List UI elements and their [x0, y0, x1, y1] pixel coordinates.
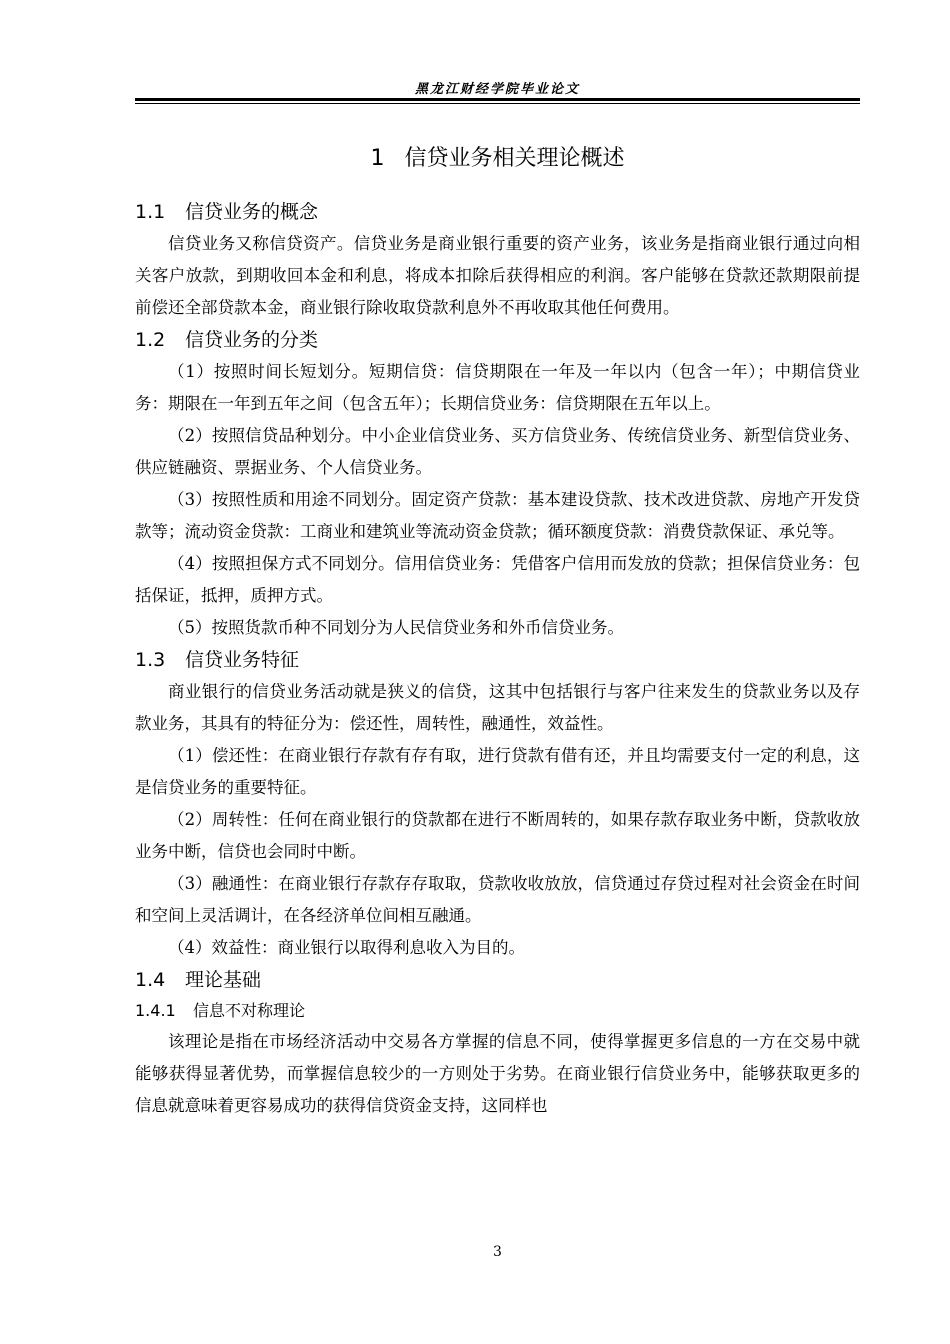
section-number: 1.4: [135, 969, 166, 991]
paragraph: 商业银行的信贷业务活动就是狭义的信贷，这其中包括银行与客户往来发生的贷款业务以及存款业务，其具有的特征分为：偿还性，周转性，融通性，效益性。: [135, 682, 860, 733]
paragraph: （1）按照时间长短划分。短期信贷：信贷期限在一年及一年以内（包含一年）；中期信贷业务：期限在一年到五年之间（包含五年）；长期信贷业务：信贷期限在五年以上。: [135, 362, 860, 413]
paragraph: （4）按照担保方式不同划分。信用信贷业务：凭借客户信用而发放的贷款；担保信贷业务：包括保证，抵押，质押方式。: [135, 554, 860, 605]
section-number: 1.3: [135, 649, 166, 671]
subsection-heading: [135, 996, 860, 1026]
paragraph: （5）按照货款币种不同划分为人民信贷业务和外币信贷业务。: [168, 618, 624, 637]
section-title: 信贷业务特征: [185, 649, 300, 671]
header-rule-thick: [135, 98, 860, 101]
page-body: [135, 196, 860, 1122]
paragraph: （1）偿还性：在商业银行存款有存有取，进行贷款有借有还，并且均需要支付一定的利息，这是信贷业务的重要特征。: [135, 746, 860, 797]
section-title: 信贷业务的概念: [185, 201, 319, 223]
paragraph: （2）按照信贷品种划分。中小企业信贷业务、买方信贷业务、传统信贷业务、新型信贷业务、供应链融资、票据业务、个人信贷业务。: [135, 426, 860, 477]
section-heading: [135, 324, 860, 356]
section-number: 1.1: [135, 201, 166, 223]
section-heading: [135, 964, 860, 996]
paragraph: （2）周转性：任何在商业银行的贷款都在进行不断周转的，如果存款存取业务中断，贷款收放业务中断，信贷也会同时中断。: [135, 810, 860, 861]
section-heading: [135, 196, 860, 228]
paragraph: （3）按照性质和用途不同划分。固定资产贷款：基本建设贷款、技术改进贷款、房地产开发贷款等；流动资金贷款：工商业和建筑业等流动资金贷款；循环额度贷款：消费贷款保证、承兑等。: [135, 490, 860, 541]
section-title: 信贷业务的分类: [185, 329, 319, 351]
chapter-title: [135, 141, 860, 172]
paragraph: 该理论是指在市场经济活动中交易各方掌握的信息不同，使得掌握更多信息的一方在交易中就能够获得显著优势，而掌握信息较少的一方则处于劣势。在商业银行信贷业务中，能够获取更多的信息就意味着更容易成功的获得信贷资金支持，这同样也: [135, 1032, 860, 1115]
paragraph: （4）效益性：商业银行以取得利息收入为目的。: [168, 938, 525, 957]
header-rule-thin: [135, 103, 860, 104]
paragraph: 信贷业务又称信贷资产。信贷业务是商业银行重要的资产业务，该业务是指商业银行通过向相关客户放款，到期收回本金和利息，将成本扣除后获得相应的利润。客户能够在贷款还款期限前提前偿还全部贷款本金，商业银行除收取贷款利息外不再收取其他任何费用。: [135, 234, 860, 317]
running-header: 黑龙江财经学院毕业论文: [414, 82, 580, 97]
section-number: 1.2: [135, 329, 166, 351]
subsection-number: 1.4.1: [135, 1001, 176, 1020]
section-heading: [135, 644, 860, 676]
subsection-title: 信息不对称理论: [193, 1001, 306, 1020]
paragraph: （3）融通性：在商业银行存款存存取取，贷款收收放放，信贷通过存贷过程对社会资金在时间和空间上灵活调计，在各经济单位间相互融通。: [135, 874, 860, 925]
chapter-title-text: 信贷业务相关理论概述: [404, 146, 625, 171]
chapter-number: 1: [370, 146, 385, 171]
section-title: 理论基础: [185, 969, 262, 991]
page-number: 3: [493, 1244, 502, 1260]
